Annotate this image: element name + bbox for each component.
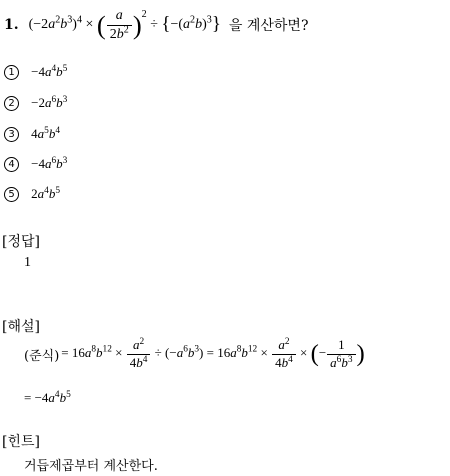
option-1[interactable] <box>4 64 67 80</box>
answer-value: 1 <box>24 255 31 270</box>
option-4-expression: $-4a^6b^3$ <box>31 155 68 171</box>
explanation-line-2: = $-4a^4b^5$ <box>24 389 71 405</box>
question-line <box>4 6 308 44</box>
hint-label: [힌트] <box>2 434 40 450</box>
explanation-line-1 <box>24 332 365 376</box>
question-number: 1. <box>4 17 19 33</box>
option-2-expression: $-2a^6b^3$ <box>31 94 68 110</box>
answer-label: [정답] <box>2 234 40 250</box>
explanation-prefix: (준식) <box>24 348 60 364</box>
option-5-expression: $2a^4b^5$ <box>31 185 60 201</box>
option-number-5: 5 <box>4 187 19 202</box>
option-number-2: 2 <box>4 96 19 111</box>
option-3-expression: $4a^5b^4$ <box>31 125 60 141</box>
question-expression: $(-2a^2b^3)^4$ × ( $\frac{a}{2b^2}$ )$^2 \div \{-(a^2b)^3\}$ <box>28 8 221 42</box>
option-3[interactable] <box>4 126 60 142</box>
option-number-4: 4 <box>4 157 19 172</box>
option-5[interactable] <box>4 186 60 202</box>
option-number-3: 3 <box>4 127 19 142</box>
option-1-expression: $-4a^4b^5$ <box>31 63 68 79</box>
hint-text: 거듭제곱부터 계산한다. <box>24 459 158 474</box>
option-4[interactable] <box>4 156 67 172</box>
question-tail: 을 계산하면? <box>228 18 309 34</box>
explanation-label: [해설] <box>2 319 40 335</box>
option-2[interactable] <box>4 95 67 111</box>
explanation-expression-1: = $16a^8b^{12}$ × $\frac{a^2}{4b^4}$ ÷ $(-a^6b^3) = 16a^8b^{12}$ × $\frac{a^2}{4b^4}$ × (− $\frac{1}{a^6b^3}$ ) <box>61 337 365 370</box>
option-number-1: 1 <box>4 65 19 80</box>
